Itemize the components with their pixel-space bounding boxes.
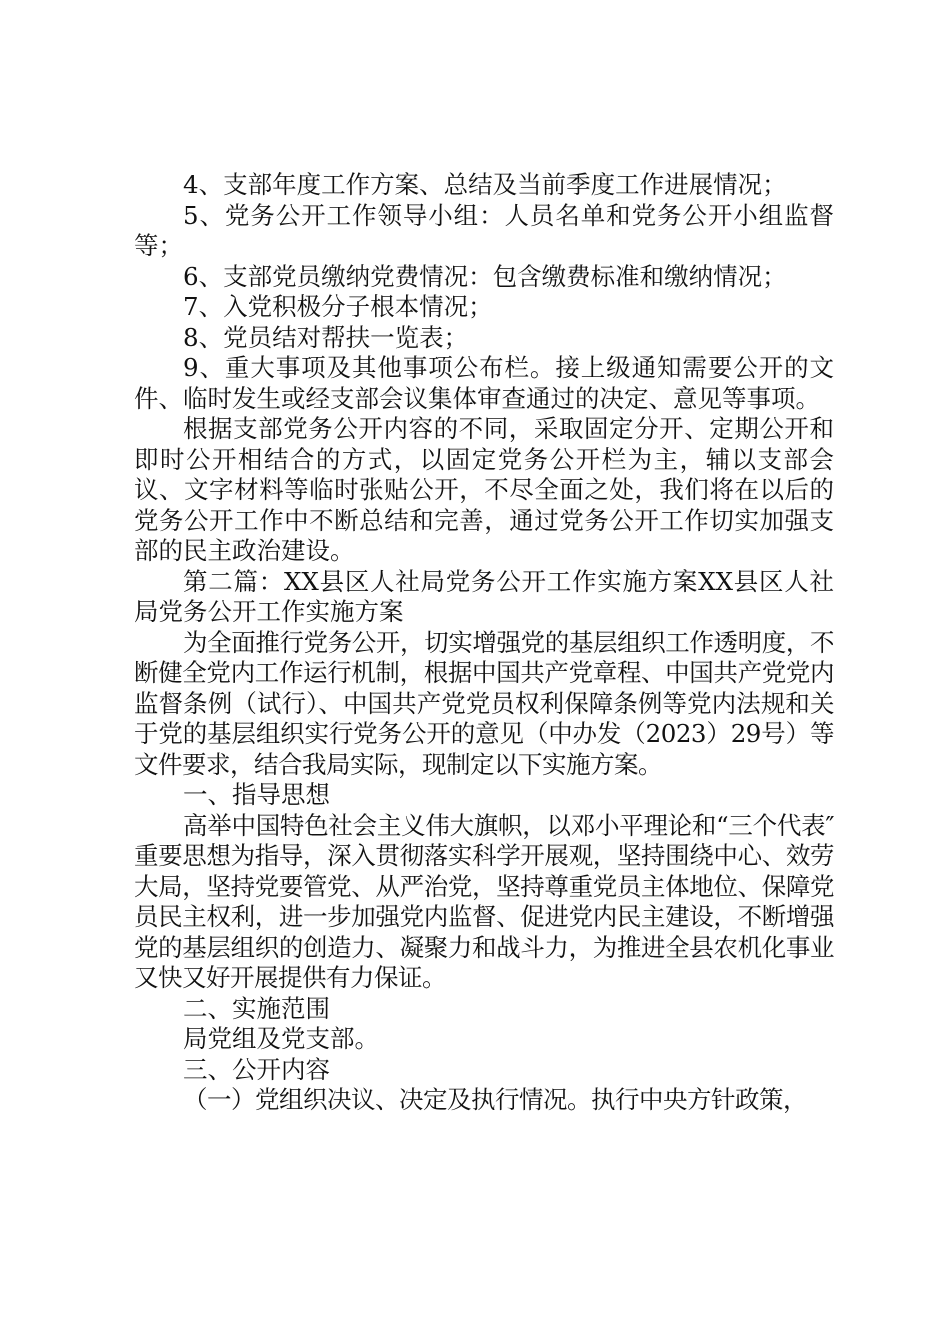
paragraph-guiding-thought: 高举中国特色社会主义伟大旗帜，以邓小平理论和“三个代表″重要思想为指导，深入贯彻落实科学开展观，坚持围绕中心、效劳大局，坚持党要管党、从严治党，坚持尊重党员主体地位、保障党员民主权利，进一步加强党内监督、促进党内民主建设，不断增强党的基层组织的创造力、凝聚力和战斗力，为推进全县农机化事业又快又好开展提供有力保证。 <box>134 810 834 992</box>
paragraph-item-9: 9、重大事项及其他事项公布栏。接上级通知需要公开的文件、临时发生或经支部会议集体审查通过的决定、意见等事项。 <box>134 353 834 413</box>
paragraph-item-6: 6、支部党员缴纳党费情况：包含缴费标准和缴纳情况； <box>183 261 787 291</box>
document-page <box>134 170 883 1116</box>
paragraph-intro: 为全面推行党务公开，切实增强党的基层组织工作透明度，不断健全党内工作运行机制，根据中国共产党章程、中国共产党党内监督条例（试行）、中国共产党党员权利保障条例等党内法规和关于党的基层组织实行党务公开的意见（中办发（2023）29号）等文件要求，结合我局实际，现制定以下实施方案。 <box>134 627 834 779</box>
section-title-part-two: 第二篇：XX县区人社局党务公开工作实施方案XX县区人社局党务公开工作实施方案 <box>134 566 834 626</box>
paragraph-item-4: 4、支部年度工作方案、总结及当前季度工作进展情况； <box>183 170 787 199</box>
paragraph-item-5: 5、党务公开工作领导小组：人员名单和党务公开小组监督 等； <box>134 200 883 260</box>
paragraph-item-8: 8、党员结对帮扶一览表； <box>183 322 469 352</box>
heading-content: 三、公开内容 <box>183 1054 330 1084</box>
heading-scope: 二、实施范围 <box>183 993 330 1023</box>
paragraph-item-7: 7、入党积极分子根本情况； <box>183 292 493 321</box>
heading-guiding-thought: 一、指导思想 <box>183 780 330 809</box>
paragraph-scope: 局党组及党支部。 <box>183 1024 379 1053</box>
paragraph-summary: 根据支部党务公开内容的不同，采取固定分开、定期公开和即时公开相结合的方式，以固定党务公开栏为主，辅以支部会议、文字材料等临时张贴公开，不尽全面之处，我们将在以后的党务公开工作中不断总结和完善，通过党务公开工作切实加强支部的民主政治建设。 <box>134 414 834 565</box>
paragraph-content-1: （一）党组织决议、决定及执行情况。执行中央方针政策， <box>183 1085 807 1114</box>
